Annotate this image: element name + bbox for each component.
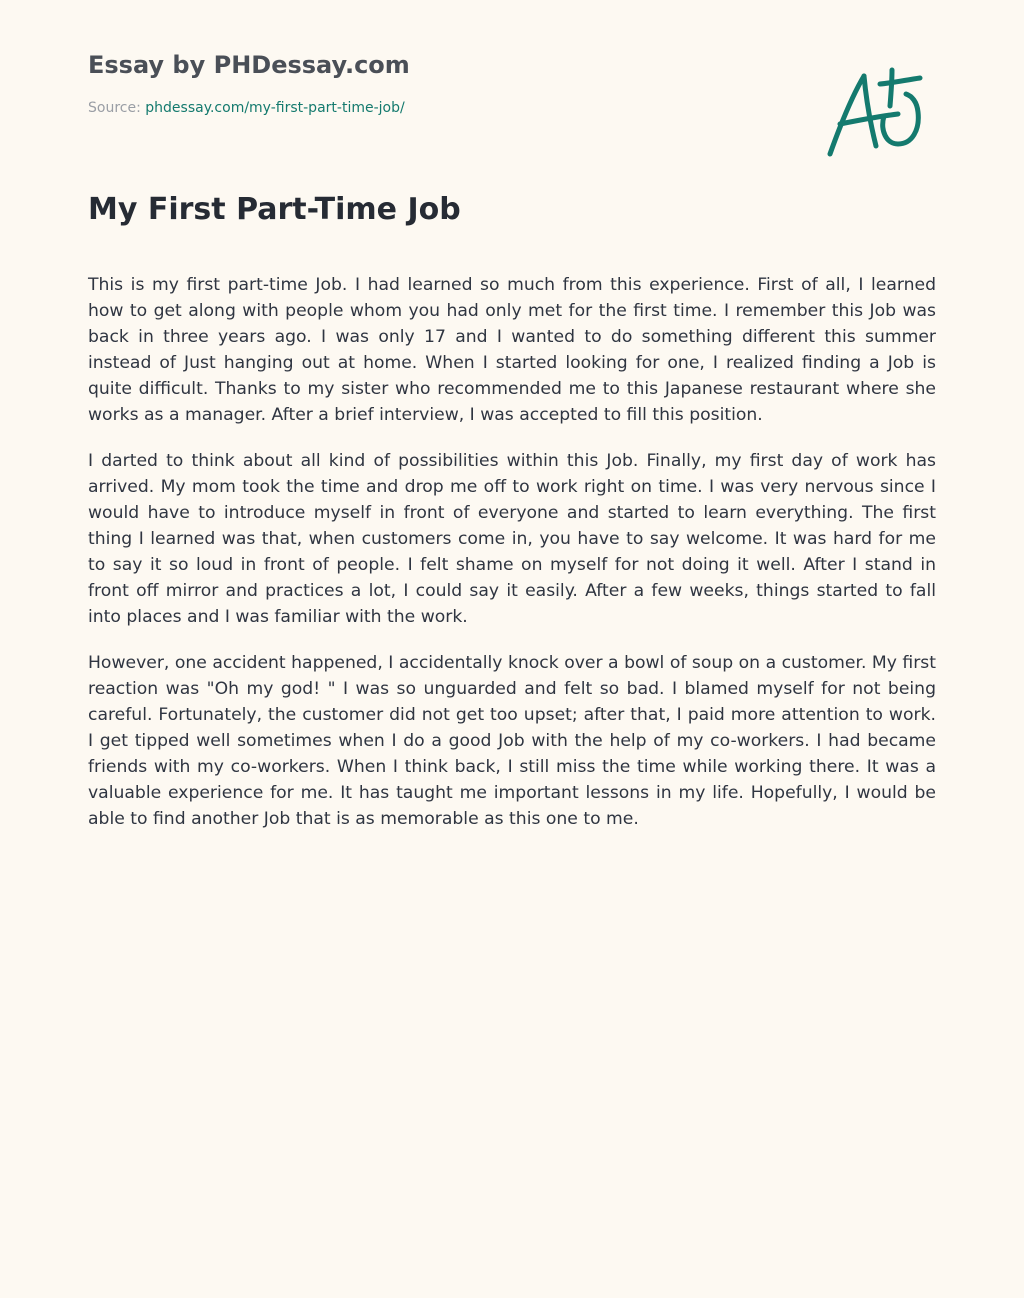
- site-title: Essay by PHDessay.com: [88, 51, 410, 79]
- source-line: [88, 98, 788, 118]
- essay-body: [88, 272, 936, 852]
- essay-paragraph: I darted to think about all kind of possibilities within this Job. Finally, my first day of work has arrived. My mom took the time and drop me off to work right on time. I was very nervous since I would have to introduce myself in front of everyone and started to learn everything. The first thing I learned was that, when customers come in, you have to say welcome. It was hard for me to say it so loud in front of people. I felt shame on myself for not doing it well. After I stand in front off mirror and practices a lot, I could say it easily. After a few weeks, things started to fall into places and I was familiar with the work.: [88, 451, 936, 627]
- essay-paragraph: However, one accident happened, I accidentally knock over a bowl of soup on a customer. My first reaction was "Oh my god! " I was so unguarded and felt so bad. I blamed myself for not being careful. Fortunately, the customer did not get too upset; after that, I paid more attention to work. I get tipped well sometimes when I do a good Job with the help of my co-workers. I had became friends with my co-workers. When I think back, I still miss the time while working there. It was a valuable experience for me. It has taught me important lessons in my life. Hopefully, I would be able to find another Job that is as memorable as this one to me.: [88, 653, 936, 829]
- source-link[interactable]: phdessay.com/my-first-part-time-job/: [145, 100, 405, 116]
- source-label: Source:: [88, 100, 146, 116]
- essay-paragraph: This is my first part-time Job. I had learned so much from this experience. First of all, I learned how to get along with people whom you had only met for the first time. I remember this Job was back in three years ago. I was only 17 and I wanted to do something different this summer instead of Just hanging out at home. When I started looking for one, I realized finding a Job is quite difficult. Thanks to my sister who recommended me to this Japanese restaurant where she works as a manager. After a brief interview, I was accepted to fill this position.: [88, 275, 936, 425]
- a-plus-grade-icon: [820, 64, 930, 164]
- essay-title: My First Part-Time Job: [88, 192, 461, 227]
- page-header: [88, 48, 788, 118]
